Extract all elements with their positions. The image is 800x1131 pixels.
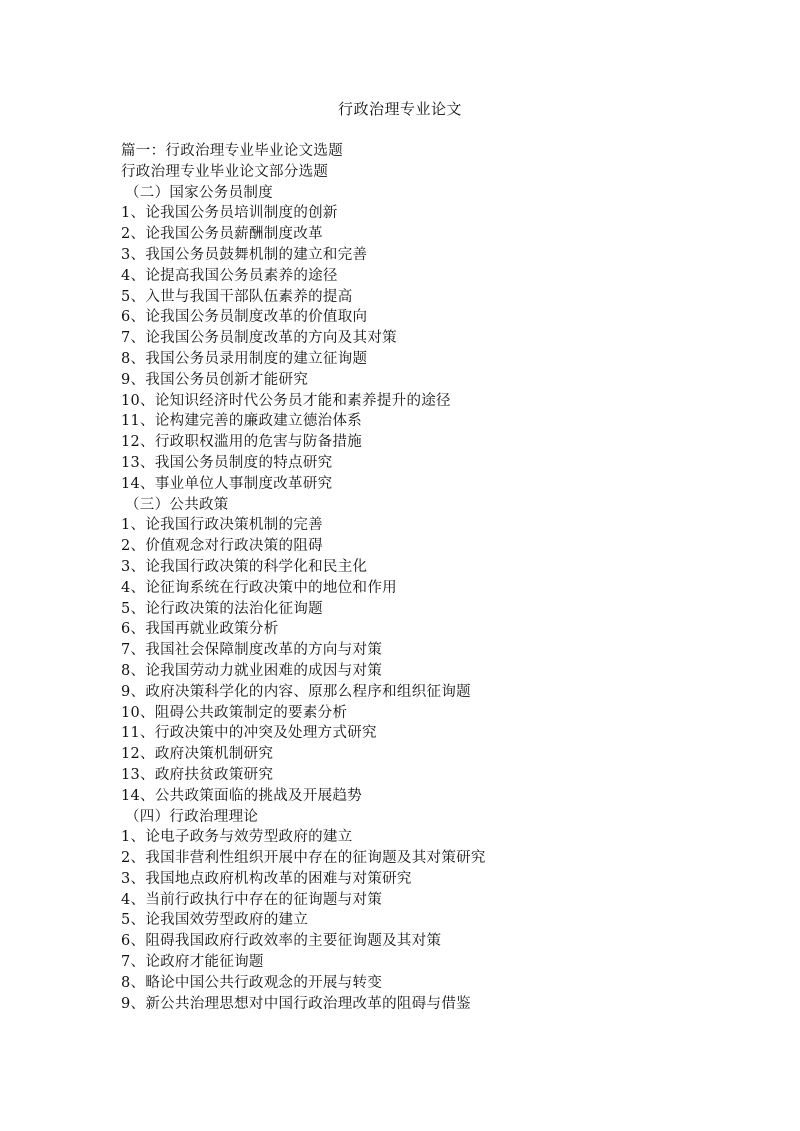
list-item: 2、论我国公务员薪酬制度改革	[121, 226, 323, 243]
list-item: 3、我国公务员鼓舞机制的建立和完善	[121, 246, 368, 263]
list-item: 5、论我国效劳型政府的建立	[121, 912, 309, 929]
list-item: 14、公共政策面临的挑战及开展趋势	[121, 787, 363, 804]
topic-list-subtitle: 行政治理专业毕业论文部分选题	[121, 163, 329, 180]
list-item: 8、我国公务员录用制度的建立征询题	[121, 350, 368, 367]
list-item: 6、阻碍我国政府行政效率的主要征询题及其对策	[121, 933, 442, 950]
list-item: 5、入世与我国干部队伍素养的提高	[121, 288, 353, 305]
list-item: 2、我国非营利性组织开展中存在的征询题及其对策研究	[121, 850, 486, 867]
list-item: 3、论我国行政决策的科学化和民主化	[121, 558, 368, 575]
list-item: 13、我国公务员制度的特点研究	[121, 454, 333, 471]
list-item: 3、我国地点政府机构改革的困难与对策研究	[121, 870, 412, 887]
list-item: 6、论我国公务员制度改革的价值取向	[121, 309, 368, 326]
document-body	[121, 141, 741, 1014]
list-item: 5、论行政决策的法治化征询题	[121, 600, 323, 617]
list-item: 8、略论中国公共行政观念的开展与转变	[121, 974, 383, 991]
list-item: 9、政府决策科学化的内容、原那么程序和组织征询题	[121, 683, 471, 700]
list-item: 4、当前行政执行中存在的征询题与对策	[121, 891, 383, 908]
list-item: 4、论征询系统在行政决策中的地位和作用	[121, 579, 397, 596]
list-item: 12、行政职权滥用的危害与防备措施	[121, 434, 363, 451]
list-item: 7、论我国公务员制度改革的方向及其对策	[121, 330, 397, 347]
list-item: 11、行政决策中的冲突及处理方式研究	[121, 725, 377, 742]
list-item: 8、论我国劳动力就业困难的成因与对策	[121, 662, 383, 679]
list-item: 1、论我国行政决策机制的完善	[121, 517, 323, 534]
list-item: 13、政府扶贫政策研究	[121, 766, 274, 783]
list-item: 14、事业单位人事制度改革研究	[121, 475, 333, 492]
list-item: 10、论知识经济时代公务员才能和素养提升的途径	[121, 392, 451, 409]
list-item: 9、新公共治理思想对中国行政治理改革的阻碍与借鉴	[121, 995, 471, 1012]
section-heading-civil-service: （二）国家公务员制度	[125, 184, 273, 201]
list-item: 2、价值观念对行政决策的阻碍	[121, 538, 323, 555]
chapter-heading: 篇一：行政治理专业毕业论文选题	[121, 143, 343, 159]
list-item: 10、阻碍公共政策制定的要素分析	[121, 704, 348, 721]
section-heading-administrative-theory: （四）行政治理理论	[125, 808, 259, 825]
list-item: 4、论提高我国公务员素养的途径	[121, 267, 338, 284]
list-item: 11、论构建完善的廉政建立德治体系	[121, 413, 363, 430]
list-item: 7、我国社会保障制度改革的方向与对策	[121, 642, 383, 659]
list-item: 6、我国再就业政策分析	[121, 621, 279, 638]
document-title: 行政治理专业论文	[337, 100, 462, 118]
list-item: 12、政府决策机制研究	[121, 746, 274, 763]
section-heading-public-policy: （三）公共政策	[125, 496, 229, 513]
list-item: 7、论政府才能征询题	[121, 954, 264, 971]
list-item: 9、我国公务员创新才能研究	[121, 371, 309, 388]
list-item: 1、论我国公务员培训制度的创新	[121, 205, 338, 222]
list-item: 1、论电子政务与效劳型政府的建立	[121, 829, 353, 846]
